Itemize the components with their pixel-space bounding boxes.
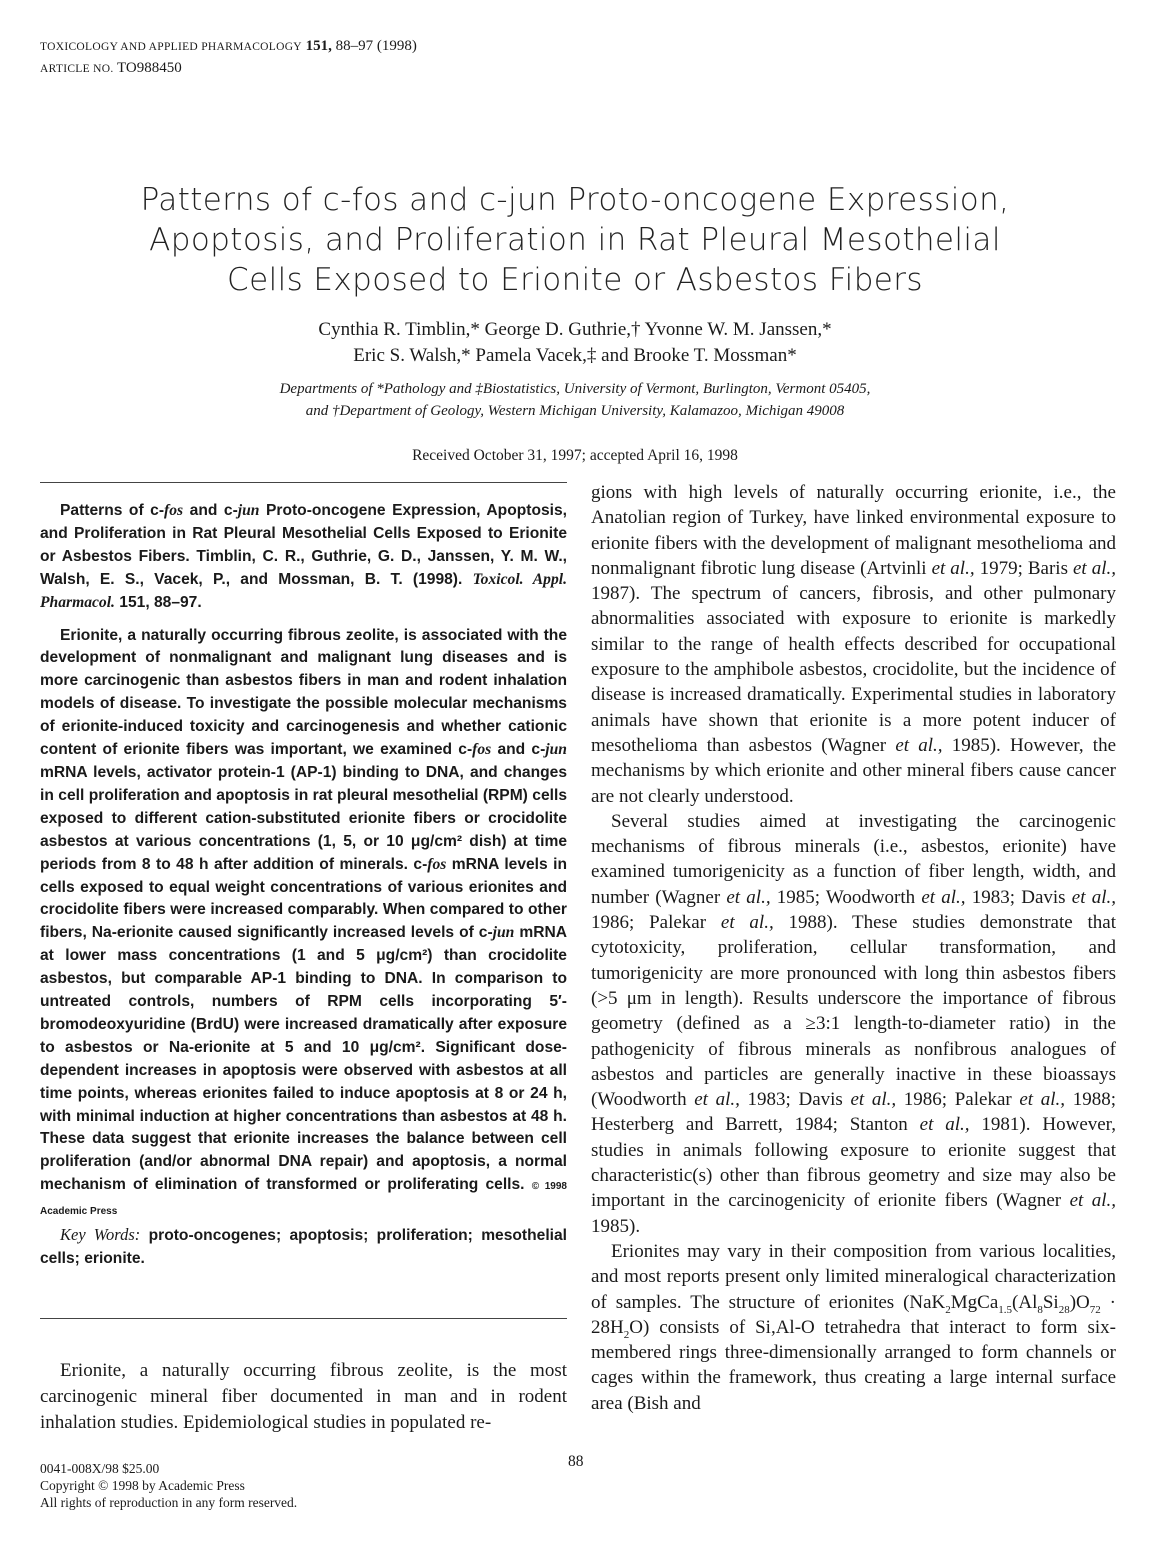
intro-paragraph-1: Erionite, a naturally occurring fibrous zeolite, is the most carcinogenic mineral fiber documented in man and in rodent inhalation studies. Epidemiological studies in populated re- <box>40 1360 567 1433</box>
keywords: Key Words: proto-oncogenes; apoptosis; proliferation; mesothelial cells; erionite. <box>40 1225 567 1267</box>
journal-citation-line <box>40 36 417 58</box>
keywords-label: Key Words: <box>60 1225 141 1245</box>
title-line-3: Cells Exposed to Erionite or Asbestos Fibers <box>227 262 923 298</box>
journal-pages: 88–97 (1998) <box>335 38 417 54</box>
abstract-journal: Toxicol. Appl. Pharmacol. <box>40 570 567 611</box>
abstract-bottom-rule <box>40 1318 567 1319</box>
title-line-2: Apoptosis, and Proliferation in Rat Pleural Mesothelial <box>149 222 1001 258</box>
copyright-line: Copyright © 1998 by Academic Press <box>40 1478 245 1493</box>
affiliations <box>100 378 1050 422</box>
abstract-top-rule <box>40 482 567 483</box>
article-number: TO988450 <box>117 60 182 76</box>
intro-paragraph-1-continued: gions with high levels of naturally occurring erionite, i.e., the Anatolian region of Turkey, have linked environmental exposure to erionite fibers with the development of malignant mesothelioma and nonmalignant fibrotic lung disease (Artvinli et al., 1979; Baris et al., 1987). The spectrum of cancers, fibrosis, and other pulmonary abnormalities associated with exposure to erionite is markedly similar to the range of health effects described for occupational exposure to the amphibole asbestos, crocidolite, but the incidence of disease is increased dramatically. Experimental studies in laboratory animals have shown that erionite is a more potent inducer of mesothelioma than asbestos (Wagner et al., 1985). However, the mechanisms by which erionite and other mineral fibers cause cancer are not clearly understood. <box>591 482 1116 807</box>
running-head <box>40 36 417 80</box>
article-number-label: ARTICLE NO. <box>40 63 114 75</box>
page-number: 88 <box>568 1453 584 1470</box>
abstract-copyright: © 1998 Academic Press <box>40 1181 567 1218</box>
intro-paragraph-3: Erionites may vary in their composition from various localities, and most reports present only limited mineralogical characterization of samples. The structure of erionites $(NaK_2MgCa_{1.5}(Al_8Si_{28})O_{72} \cdot 28H_2O)$ consists of Si,Al-O tetrahedra that interact to form six-membered rings three-dimensionally arranged to form channels or cages within the framework, thus creating a large internal surface area (Bish and <box>591 1240 1117 1414</box>
affiliation-line-2: and †Department of Geology, Western Michigan University, Kalamazoo, Michigan 49008 <box>305 403 845 419</box>
title-line-1: Patterns of c-fos and c-jun Proto-oncogene Expression, <box>140 182 1010 218</box>
abstract <box>40 500 567 1271</box>
copyright-footer <box>40 1460 297 1511</box>
authors <box>100 317 1050 369</box>
rights-line: All rights of reproduction in any form reserved. <box>40 1495 298 1510</box>
article-number-line <box>40 58 417 80</box>
received-dates: Received October 31, 1997; accepted April 16, 1998 <box>412 447 738 464</box>
authors-line-2: Eric S. Walsh,* Pamela Vacek,‡ and Brooke T. Mossman* <box>353 345 797 366</box>
abstract-body: Erionite, a naturally occurring fibrous zeolite, is associated with the development of nonmalignant and malignant lung diseases and is more carcinogenic than asbestos fibers in man and rodent inhalation models of disease. To investigate the possible molecular mechanisms of erionite-induced toxicity and carcinogenesis and whether cationic content of erionite fibers was important, we examined c-fos and c-jun mRNA levels, activator protein-1 (AP-1) binding to DNA, and changes in cell proliferation and apoptosis in rat pleural mesothelial (RPM) cells exposed to different cation-substituted erionite fibers or crocidolite asbestos at various concentrations (1, 5, or 10 μg/cm² dish) at time periods from 8 to 48 h after addition of minerals. c-fos mRNA levels in cells exposed to equal weight concentrations of various erionites and crocidolite fibers were increased comparably. When compared to other fibers, Na-erionite caused significantly increased levels of c-jun mRNA at lower mass concentrations (1 and 5 μg/cm²) than crocidolite asbestos, but comparable AP-1 binding to DNA. In comparison to untreated controls, numbers of RPM cells incorporating 5′-bromodeoxyuridine (BrdU) were increased dramatically after exposure to asbestos or Na-erionite at 5 and 10 μg/cm². Significant dose-dependent increases in apoptosis were observed with asbestos at all time points, whereas erionites failed to induce apoptosis at 8 or 24 h, with minimal induction at higher concentrations than asbestos at 48 h. These data suggest that erionite increases the balance between cell proliferation (and/or abnormal DNA repair) and apoptosis, a normal mechanism of elimination of transformed or proliferating cells. © 1998 Academic Press <box>40 626 568 1218</box>
article-title <box>100 180 1050 300</box>
intro-paragraph-2: Several studies aimed at investigating the carcinogenic mechanisms of fibrous minerals (i.e., asbestos, erionite) have examined tumorigenicity as a function of fiber length, width, and number (Wagner et al., 1985; Woodworth et al., 1983; Davis et al., 1986; Palekar et al., 1988). These studies demonstrate that cytotoxicity, proliferation, cellular transformation, and tumorigenicity are more pronounced with long thin asbestos fibers (>5 μm in length). Results underscore the importance of fibrous geometry (defined as a ≥3:1 length-to-diameter ratio) in the pathogenicity of fibrous minerals as nonfibrous analogues of asbestos and particles are generally inactive in these bioassays (Woodworth et al., 1983; Davis et al., 1986; Palekar et al., 1988; Hesterberg and Barrett, 1984; Stanton et al., 1981). However, studies in animals following exposure to erionite suggest that characteristic(s) other than fibrous geometry and size may also be important in the carcinogenicity of erionite fibers (Wagner et al., 1985). <box>591 810 1117 1237</box>
abstract-citation: Patterns of c-fos and c-jun Proto-oncogene Expression, Apoptosis, and Proliferation in Rat Pleural Mesothelial Cells Exposed to Erionite or Asbestos Fibers. Timblin, C. R., Guthrie, G. D., Janssen, Y. M. W., Walsh, E. S., Vacek, P., and Mossman, B. T. (1998). Toxicol. Appl. Pharmacol. 151, 88–97. <box>40 502 567 611</box>
authors-line-1: Cynthia R. Timblin,* George D. Guthrie,† Yvonne W. M. Janssen,* <box>318 319 832 340</box>
affiliation-line-1: Departments of *Pathology and ‡Biostatistics, University of Vermont, Burlington, Vermont 05405, <box>279 381 871 397</box>
issn-price: 0041-008X/98 $25.00 <box>40 1461 160 1476</box>
journal-name: TOXICOLOGY AND APPLIED PHARMACOLOGY <box>40 41 302 53</box>
introduction-left-column <box>40 1358 567 1436</box>
introduction-right-column <box>591 480 1116 1416</box>
journal-volume: 151, <box>305 38 332 54</box>
